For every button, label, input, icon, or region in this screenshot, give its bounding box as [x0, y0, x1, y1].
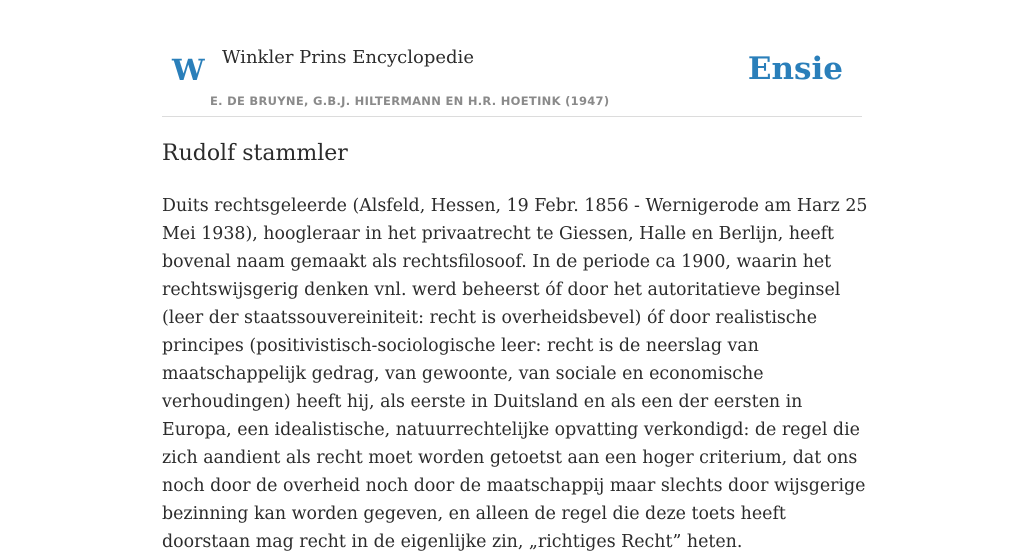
- winkler-prins-logo[interactable]: W: [172, 53, 205, 87]
- ensie-brand-link[interactable]: Ensie: [747, 51, 843, 87]
- site-header: [162, 40, 862, 117]
- article-title: Rudolf stammler: [162, 141, 348, 166]
- publication-title[interactable]: Winkler Prins Encyclopedie: [222, 47, 474, 68]
- publication-authors: E. DE BRUYNE, G.B.J. HILTERMANN EN H.R. HOETINK (1947): [210, 94, 610, 108]
- article-body: Duits rechtsgeleerde (Alsfeld, Hessen, 19 Febr. 1856 - Wernigerode am Harz 25 Mei 1938), hoogleraar in het privaatrecht te Giessen, Halle en Berlijn, heeft bovenal naam gemaakt als rechtsfilosoof. In de periode ca 1900, waarin het rechtswijsgerig denken vnl. werd beheerst óf door het autoritatieve beginsel (leer der staatssouvereiniteit: recht is overheidsbevel) óf door realistische principes (positivistisch-sociologische leer: recht is de neerslag van maatschappelijk gedrag, van gewoonte, van sociale en economische verhoudingen) heeft hij, als eerste in Duitsland en als een der eersten in Europa, een idealistische, natuurrechtelijke opvatting verkondigd: de regel die zich aandient als recht moet worden getoetst aan een hoger criterium, dat ons noch door de overheid noch door de maatschappij maar slechts door wijsgerige bezinning kan worden gegeven, en alleen de regel die deze toets heeft doorstaan mag recht in de eigenlijke zin, „richtiges Recht” heten.: [162, 196, 868, 552]
